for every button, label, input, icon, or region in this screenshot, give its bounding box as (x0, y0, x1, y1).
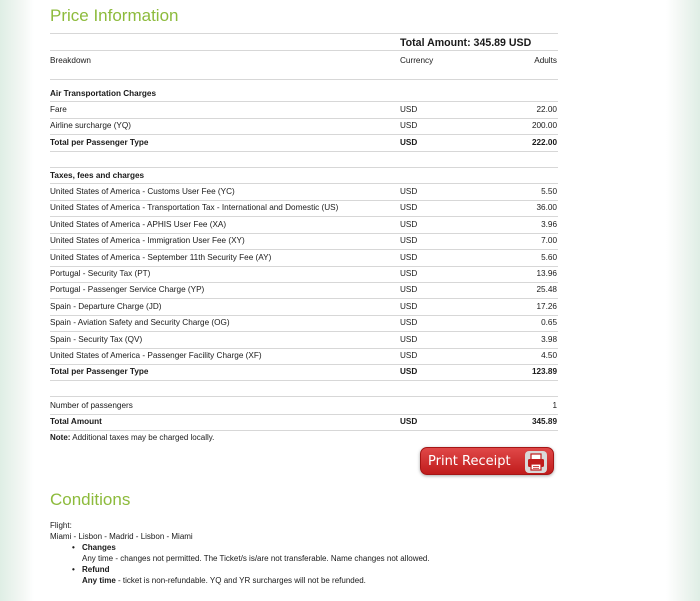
bullet-icon: • (72, 543, 75, 552)
print-receipt-label: Print Receipt (428, 453, 511, 469)
row-amount: 13.96 (536, 269, 557, 278)
row-label: Spain - Security Tax (QV) (50, 334, 143, 344)
conditions-heading: Conditions (50, 490, 131, 509)
row-label: United States of America - Immigration User Fee (XY) (50, 236, 245, 246)
row-currency: USD (400, 219, 418, 229)
printer-icon (525, 451, 547, 473)
row-label: Airline surcharge (YQ) (50, 121, 131, 131)
row-currency: USD (400, 105, 418, 114)
divider (50, 348, 558, 349)
section-title-air-label: Air Transportation Charges (50, 89, 157, 98)
condition-text (50, 553, 430, 564)
divider (50, 118, 558, 119)
row-amount: 123.89 (531, 367, 557, 377)
divider (50, 50, 558, 51)
table-row (50, 284, 558, 296)
row-label: United States of America - September 11th Security Fee (AY) (50, 252, 272, 262)
flight-label: Flight: (50, 521, 72, 530)
row-amount: 36.00 (536, 203, 557, 213)
row-currency: USD (400, 318, 418, 328)
divider (50, 151, 558, 152)
condition-title: Changes (82, 543, 116, 552)
row-amount: 7.00 (541, 236, 557, 246)
divider (50, 298, 558, 299)
table-row (50, 317, 558, 329)
row-amount: 17.26 (536, 301, 557, 311)
row-amount: 25.48 (536, 285, 557, 295)
passengers-row (50, 400, 558, 412)
row-currency: USD (400, 236, 418, 246)
conditions-list (50, 542, 430, 586)
row-amount: 222.00 (531, 137, 557, 147)
row-amount: 0.65 (541, 318, 557, 328)
passengers-value: 1 (552, 401, 557, 410)
divider (50, 331, 558, 332)
table-row (50, 104, 558, 116)
condition-text-body: - ticket is non-refundable. YQ and YR surcharges will not be refunded. (115, 576, 366, 585)
divider (50, 167, 558, 168)
grand-total-row (50, 416, 558, 428)
row-currency: USD (400, 203, 418, 213)
row-currency: USD (400, 187, 418, 196)
row-label: United States of America - APHIS User Fee (XA) (50, 219, 227, 229)
table-row (50, 235, 558, 247)
table-row (50, 268, 558, 280)
table-row (50, 334, 558, 346)
divider (50, 380, 558, 381)
divider (50, 33, 558, 34)
row-currency: USD (400, 367, 418, 377)
condition-text-prefix: Any time (82, 576, 116, 585)
table-row (50, 301, 558, 313)
condition-text-body: Any time - changes not permitted. The Ticket/s is/are not transferable. Name changes not allowed. (82, 554, 430, 563)
divider (50, 233, 558, 234)
divider (50, 364, 558, 365)
table-row (50, 120, 558, 132)
divider (50, 266, 558, 267)
condition-item-refund (50, 564, 430, 575)
price-information-heading: Price Information (50, 6, 179, 25)
note-prefix: Note: (50, 433, 71, 442)
table-row (50, 219, 558, 231)
divider (50, 249, 558, 250)
section-title-taxes (50, 170, 558, 182)
column-header-breakdown: Breakdown (50, 56, 91, 65)
divider (50, 315, 558, 316)
row-currency: USD (400, 252, 418, 262)
row-label: Spain - Departure Charge (JD) (50, 301, 162, 311)
row-label: Spain - Aviation Safety and Security Charge (OG) (50, 318, 230, 328)
row-currency: USD (400, 121, 418, 131)
row-amount: 4.50 (541, 351, 557, 360)
row-amount: 3.98 (541, 334, 557, 344)
row-amount: 200.00 (531, 121, 557, 131)
row-amount: 3.96 (541, 219, 557, 229)
divider (50, 200, 558, 201)
column-header-adults: Adults (534, 56, 557, 65)
divider (50, 79, 558, 80)
note-text: Additional taxes may be charged locally. (70, 433, 215, 442)
table-row (50, 186, 558, 198)
total-amount-header: Total Amount: 345.89 USD (400, 37, 532, 49)
row-label: Total per Passenger Type (50, 367, 149, 377)
row-amount: 22.00 (536, 105, 557, 114)
table-row (50, 202, 558, 214)
table-row (50, 350, 558, 362)
divider (50, 414, 558, 415)
divider (50, 430, 558, 431)
divider (50, 216, 558, 217)
divider (50, 101, 558, 102)
row-label: United States of America - Transportation Tax - International and Domestic (US) (50, 203, 339, 213)
bullet-icon: • (72, 565, 75, 574)
note (50, 433, 214, 442)
row-currency: USD (400, 137, 418, 147)
row-label: Portugal - Security Tax (PT) (50, 269, 151, 278)
passengers-label: Number of passengers (50, 401, 133, 410)
row-currency: USD (400, 351, 418, 360)
condition-title: Refund (82, 565, 110, 574)
row-label: Fare (50, 105, 67, 114)
row-amount: 5.60 (541, 252, 557, 262)
grand-total-label: Total Amount (50, 417, 102, 426)
section-title-air (50, 88, 558, 100)
air-total-row (50, 137, 558, 149)
table-row (50, 252, 558, 264)
row-label: United States of America - Customs User Fee (YC) (50, 187, 235, 196)
column-header-currency: Currency (400, 56, 434, 65)
print-receipt-button[interactable] (420, 447, 554, 475)
divider (50, 282, 558, 283)
section-title-taxes-label: Taxes, fees and charges (50, 171, 145, 180)
condition-item-changes (50, 542, 430, 553)
row-label: Portugal - Passenger Service Charge (YP) (50, 285, 205, 295)
taxes-total-row (50, 366, 558, 378)
divider (50, 134, 558, 135)
divider (50, 396, 558, 397)
row-currency: USD (400, 301, 418, 311)
divider (50, 183, 558, 184)
row-label: Total per Passenger Type (50, 137, 149, 147)
grand-total-amount: 345.89 (531, 417, 557, 426)
row-currency: USD (400, 269, 418, 278)
grand-total-currency: USD (400, 417, 418, 426)
table-header-row (50, 55, 558, 67)
flight-route: Miami - Lisbon - Madrid - Lisbon - Miami (50, 532, 193, 541)
row-amount: 5.50 (541, 187, 557, 196)
row-label: United States of America - Passenger Facility Charge (XF) (50, 351, 262, 360)
condition-text (50, 575, 430, 586)
conditions-block (50, 520, 430, 586)
row-currency: USD (400, 285, 418, 295)
row-currency: USD (400, 334, 418, 344)
